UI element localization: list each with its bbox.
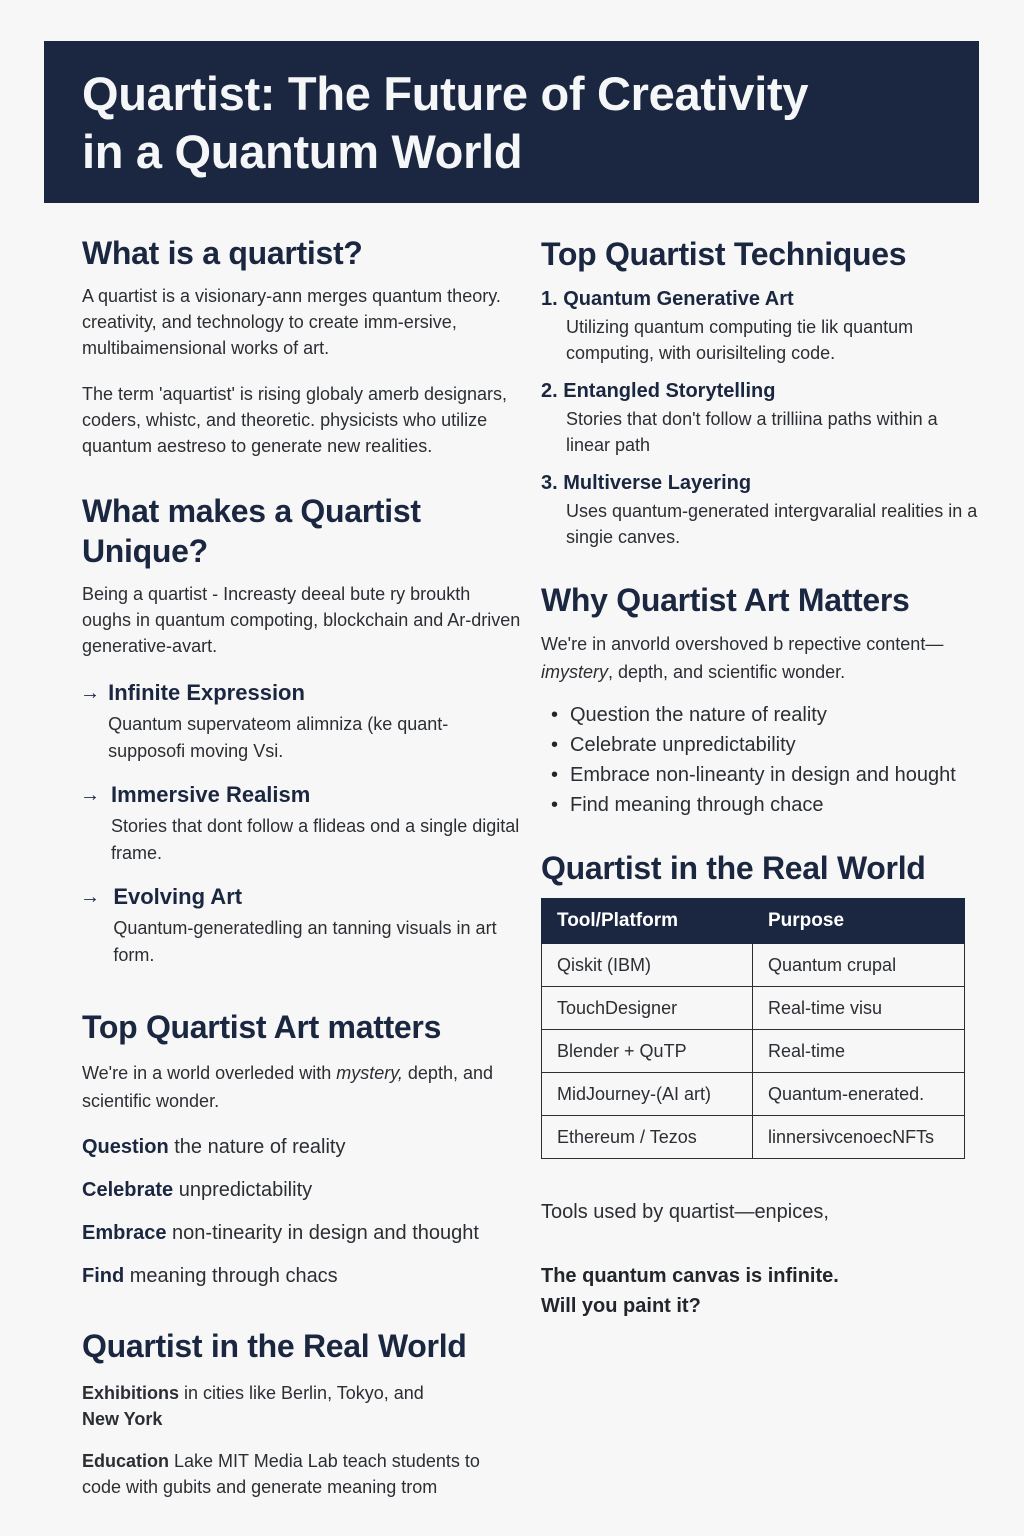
tools-table	[541, 898, 965, 1159]
unique-item	[80, 679, 522, 765]
technique-desc: Uses quantum-generated intergvaralial realities in a singie canves.	[566, 501, 978, 547]
table-cell: MidJourney-(AI art)	[542, 1073, 753, 1116]
table-cell: linnersivcenoecNFTs	[753, 1116, 965, 1159]
item-rest: meaning through chacs	[124, 1265, 338, 1287]
table-row	[542, 1116, 965, 1159]
unique-item-desc: Stories that dont follow a flideas ond a single digital frame.	[110, 816, 520, 863]
why-bullet: • Celebrate unpredictability	[541, 730, 981, 760]
technique-item	[541, 378, 981, 458]
table-row	[542, 944, 965, 987]
technique-title: 1. Quantum Generative Art	[541, 288, 794, 310]
unique-heading-line-2: Unique?	[82, 533, 208, 569]
unique-item-desc: Quantum supervateom alimniza (ke quant-supposofi moving Vsi.	[108, 714, 449, 761]
arrow-icon: →	[80, 886, 100, 908]
art-matters-item	[82, 1133, 522, 1161]
section-why-matters	[541, 580, 981, 820]
table-cell: Qiskit (IBM)	[542, 944, 753, 987]
item-bold: Embrace	[82, 1222, 167, 1244]
item-bold: Celebrate	[82, 1179, 174, 1201]
real-world-heading-left: Quartist in the Real World	[82, 1328, 467, 1364]
title-line-2: in a Quantum World	[82, 125, 523, 178]
section-art-matters	[82, 1007, 522, 1290]
table-caption: Tools used by quartist—enpices,	[541, 1201, 829, 1223]
why-intro-em: imystery	[541, 662, 608, 682]
unique-heading-line-1: What makes a Quartist	[82, 493, 421, 529]
section-techniques	[541, 234, 981, 550]
closing-line-2: Will you paint it?	[541, 1295, 701, 1317]
closing-section	[541, 1261, 981, 1321]
table-cell: Quantum-enerated.	[753, 1073, 965, 1116]
education-bold: Education	[82, 1451, 170, 1471]
techniques-heading: Top Quartist Techniques	[541, 236, 907, 272]
table-cell: Real-time	[753, 1030, 965, 1073]
left-column	[82, 230, 522, 1500]
exhibitions-rest: in cities like Berlin, Tokyo, and	[179, 1383, 424, 1403]
technique-item	[541, 470, 981, 550]
table-header-row	[542, 899, 965, 944]
section-real-world-left	[82, 1326, 522, 1500]
table-cell: Blender + QuTP	[542, 1030, 753, 1073]
real-world-heading-right: Quartist in the Real World	[541, 850, 926, 886]
unique-item	[80, 781, 522, 867]
art-matters-intro	[82, 1059, 522, 1115]
table-header: Purpose	[753, 899, 965, 944]
art-matters-intro-b: depth, and scientific wonder.	[82, 1063, 493, 1111]
unique-item-title: Evolving Art	[113, 884, 243, 909]
art-matters-item	[82, 1219, 522, 1247]
closing-line-1: The quantum canvas is infinite.	[541, 1265, 839, 1287]
right-column	[541, 230, 981, 1321]
real-world-exhibitions	[82, 1380, 522, 1432]
why-bullet: • Embrace non-lineanty in design and hought	[541, 760, 981, 790]
real-world-education	[82, 1448, 502, 1500]
unique-item-desc: Quantum-generatedling an tanning visuals in art form.	[113, 918, 497, 965]
why-intro-b: , depth, and scientific wonder.	[608, 662, 846, 682]
art-matters-intro-a: We're in a world overleded with	[82, 1063, 337, 1083]
art-matters-intro-em: mystery,	[336, 1063, 403, 1083]
page-title	[82, 65, 941, 181]
section-unique	[82, 491, 522, 969]
technique-title: 2. Entangled Storytelling	[541, 380, 776, 402]
art-matters-item	[82, 1176, 522, 1204]
title-banner	[44, 41, 979, 203]
what-is-paragraph-1: A quartist is a visionary-ann merges quantum theory. creativity, and technology to create imm-ersive, multibaimensional works of art.	[82, 286, 501, 358]
item-rest: non-tinearity in design and thought	[166, 1222, 479, 1244]
why-bullet: • Find meaning through chace	[541, 790, 981, 820]
why-intro-a: We're in anvorld overshoved b repective content—	[541, 634, 944, 654]
arrow-icon: →	[80, 682, 100, 704]
unique-item	[80, 883, 522, 969]
table-cell: TouchDesigner	[542, 987, 753, 1030]
title-line-1: Quartist: The Future of Creativity	[82, 67, 809, 120]
why-bullet: • Question the nature of reality	[541, 700, 981, 730]
unique-item-title: Immersive Realism	[110, 782, 311, 807]
exhibitions-city: New York	[82, 1409, 163, 1429]
art-matters-item	[82, 1262, 522, 1290]
unique-item-title: Infinite Expression	[108, 680, 305, 705]
exhibitions-bold: Exhibitions	[82, 1383, 180, 1403]
arrow-icon: →	[80, 784, 100, 806]
unique-intro: Being a quartist - Increasty deeal bute ry broukth oughs in quantum compoting, blockchain and Ar-driven generative-avart.	[82, 584, 521, 656]
why-matters-intro	[541, 630, 981, 686]
what-is-heading: What is a quartist?	[82, 235, 363, 271]
item-bold: Find	[82, 1265, 125, 1287]
table-header: Tool/Platform	[542, 899, 753, 944]
table-row	[542, 1073, 965, 1116]
technique-title: 3. Multiverse Layering	[541, 472, 752, 494]
technique-item	[541, 286, 981, 366]
technique-desc: Utilizing quantum computing tie lik quantum computing, with ourisilteling code.	[566, 317, 914, 363]
why-matters-list	[541, 700, 981, 820]
item-bold: Question	[82, 1136, 169, 1158]
item-rest: unpredictability	[173, 1179, 313, 1201]
table-row	[542, 1030, 965, 1073]
what-is-paragraph-2: The term 'aquartist' is rising globaly amerb designars, coders, whistc, and theoretic. physicists who utilize quantum aestreso to generate new realities.	[82, 384, 508, 456]
section-what-is	[82, 233, 522, 459]
table-cell: Ethereum / Tezos	[542, 1116, 753, 1159]
technique-desc: Stories that don't follow a trilliina paths within a linear path	[566, 409, 938, 455]
unique-heading	[82, 491, 522, 571]
table-cell: Real-time visu	[753, 987, 965, 1030]
why-matters-heading: Why Quartist Art Matters	[541, 582, 910, 618]
closing-text	[541, 1261, 981, 1321]
education-rest: Lake MIT Media Lab teach students to code with gubits and generate meaning trom	[82, 1451, 480, 1497]
table-row	[542, 987, 965, 1030]
art-matters-heading: Top Quartist Art matters	[82, 1009, 442, 1045]
section-real-world-right	[541, 848, 981, 1225]
item-rest: the nature of reality	[168, 1136, 346, 1158]
table-cell: Quantum crupal	[753, 944, 965, 987]
